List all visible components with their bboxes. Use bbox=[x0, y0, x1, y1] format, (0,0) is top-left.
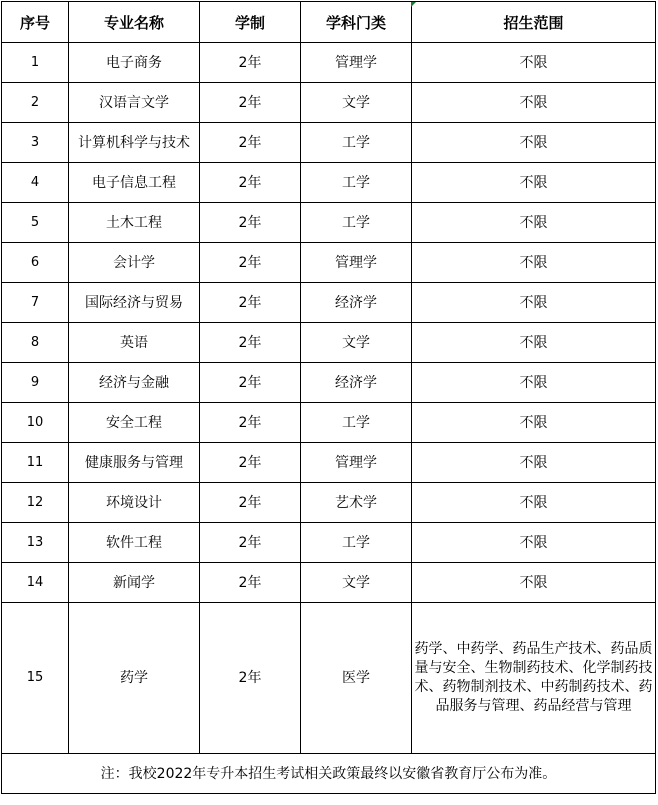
category-cell: 工学 bbox=[301, 203, 412, 243]
scope-cell: 不限 bbox=[412, 523, 656, 563]
category-cell: 管理学 bbox=[301, 43, 412, 83]
duration-cell: 2年 bbox=[200, 363, 301, 403]
category-cell: 文学 bbox=[301, 563, 412, 603]
duration-cell: 2年 bbox=[200, 563, 301, 603]
duration-cell: 2年 bbox=[200, 603, 301, 754]
category-cell: 工学 bbox=[301, 403, 412, 443]
major-name-cell: 经济与金融 bbox=[69, 363, 200, 403]
duration-cell: 2年 bbox=[200, 43, 301, 83]
major-name-cell: 环境设计 bbox=[69, 483, 200, 523]
scope-cell: 不限 bbox=[412, 83, 656, 123]
major-name-cell: 土木工程 bbox=[69, 203, 200, 243]
major-name-cell: 健康服务与管理 bbox=[69, 443, 200, 483]
serial-number-cell: 3 bbox=[2, 123, 69, 163]
serial-number-cell: 5 bbox=[2, 203, 69, 243]
category-cell: 工学 bbox=[301, 523, 412, 563]
duration-cell: 2年 bbox=[200, 243, 301, 283]
table-row bbox=[2, 203, 656, 243]
duration-cell: 2年 bbox=[200, 203, 301, 243]
footnote: 注：我校2022年专升本招生考试相关政策最终以安徽省教育厅公布为准。 bbox=[2, 754, 656, 794]
scope-cell: 不限 bbox=[412, 563, 656, 603]
category-cell: 管理学 bbox=[301, 243, 412, 283]
scope-cell: 药学、中药学、药品生产技术、药品质量与安全、生物制药技术、化学制药技术、药物制剂技术、中药制药技术、药品服务与管理、药品经营与管理 bbox=[412, 603, 656, 754]
major-name-cell: 英语 bbox=[69, 323, 200, 363]
category-cell: 工学 bbox=[301, 123, 412, 163]
major-name-cell: 安全工程 bbox=[69, 403, 200, 443]
table-row bbox=[2, 123, 656, 163]
category-cell: 文学 bbox=[301, 323, 412, 363]
duration-cell: 2年 bbox=[200, 283, 301, 323]
serial-number-cell: 8 bbox=[2, 323, 69, 363]
table-row bbox=[2, 563, 656, 603]
major-name-cell: 软件工程 bbox=[69, 523, 200, 563]
table-row bbox=[2, 323, 656, 363]
major-name-cell: 新闻学 bbox=[69, 563, 200, 603]
serial-number-cell: 13 bbox=[2, 523, 69, 563]
duration-cell: 2年 bbox=[200, 123, 301, 163]
header-discipline-category: 学科门类 bbox=[301, 2, 412, 43]
scope-cell: 不限 bbox=[412, 363, 656, 403]
table-row bbox=[2, 443, 656, 483]
major-name-cell: 国际经济与贸易 bbox=[69, 283, 200, 323]
note-row bbox=[2, 754, 656, 794]
duration-cell: 2年 bbox=[200, 523, 301, 563]
serial-number-cell: 12 bbox=[2, 483, 69, 523]
scope-cell: 不限 bbox=[412, 403, 656, 443]
table-row bbox=[2, 363, 656, 403]
scope-cell: 不限 bbox=[412, 483, 656, 523]
scope-cell: 不限 bbox=[412, 43, 656, 83]
category-cell: 经济学 bbox=[301, 283, 412, 323]
header-major-name: 专业名称 bbox=[69, 2, 200, 43]
scope-cell: 不限 bbox=[412, 443, 656, 483]
major-name-cell: 计算机科学与技术 bbox=[69, 123, 200, 163]
scope-cell: 不限 bbox=[412, 203, 656, 243]
table-row bbox=[2, 483, 656, 523]
duration-cell: 2年 bbox=[200, 443, 301, 483]
serial-number-cell: 11 bbox=[2, 443, 69, 483]
major-name-cell: 电子信息工程 bbox=[69, 163, 200, 203]
category-cell: 工学 bbox=[301, 163, 412, 203]
table-row bbox=[2, 163, 656, 203]
duration-cell: 2年 bbox=[200, 83, 301, 123]
duration-cell: 2年 bbox=[200, 323, 301, 363]
cell-comment-marker bbox=[411, 2, 416, 7]
major-name-cell: 电子商务 bbox=[69, 43, 200, 83]
major-name-cell: 汉语言文学 bbox=[69, 83, 200, 123]
table-row bbox=[2, 603, 656, 754]
major-name-cell: 药学 bbox=[69, 603, 200, 754]
serial-number-cell: 15 bbox=[2, 603, 69, 754]
table-row bbox=[2, 403, 656, 443]
header-row bbox=[2, 2, 656, 43]
category-cell: 艺术学 bbox=[301, 483, 412, 523]
table-row bbox=[2, 283, 656, 323]
category-cell: 医学 bbox=[301, 603, 412, 754]
table-row bbox=[2, 43, 656, 83]
category-cell: 管理学 bbox=[301, 443, 412, 483]
scope-cell: 不限 bbox=[412, 283, 656, 323]
scope-cell: 不限 bbox=[412, 123, 656, 163]
header-enrollment-scope: 招生范围 bbox=[412, 2, 656, 43]
table-row bbox=[2, 243, 656, 283]
serial-number-cell: 14 bbox=[2, 563, 69, 603]
serial-number-cell: 4 bbox=[2, 163, 69, 203]
scope-cell: 不限 bbox=[412, 163, 656, 203]
serial-number-cell: 7 bbox=[2, 283, 69, 323]
table-row bbox=[2, 83, 656, 123]
duration-cell: 2年 bbox=[200, 483, 301, 523]
serial-number-cell: 2 bbox=[2, 83, 69, 123]
header-serial-number: 序号 bbox=[2, 2, 69, 43]
serial-number-cell: 9 bbox=[2, 363, 69, 403]
category-cell: 文学 bbox=[301, 83, 412, 123]
duration-cell: 2年 bbox=[200, 403, 301, 443]
table-row bbox=[2, 523, 656, 563]
duration-cell: 2年 bbox=[200, 163, 301, 203]
admissions-table bbox=[1, 1, 656, 794]
scope-cell: 不限 bbox=[412, 323, 656, 363]
serial-number-cell: 6 bbox=[2, 243, 69, 283]
serial-number-cell: 1 bbox=[2, 43, 69, 83]
category-cell: 经济学 bbox=[301, 363, 412, 403]
scope-cell: 不限 bbox=[412, 243, 656, 283]
major-name-cell: 会计学 bbox=[69, 243, 200, 283]
serial-number-cell: 10 bbox=[2, 403, 69, 443]
header-duration: 学制 bbox=[200, 2, 301, 43]
